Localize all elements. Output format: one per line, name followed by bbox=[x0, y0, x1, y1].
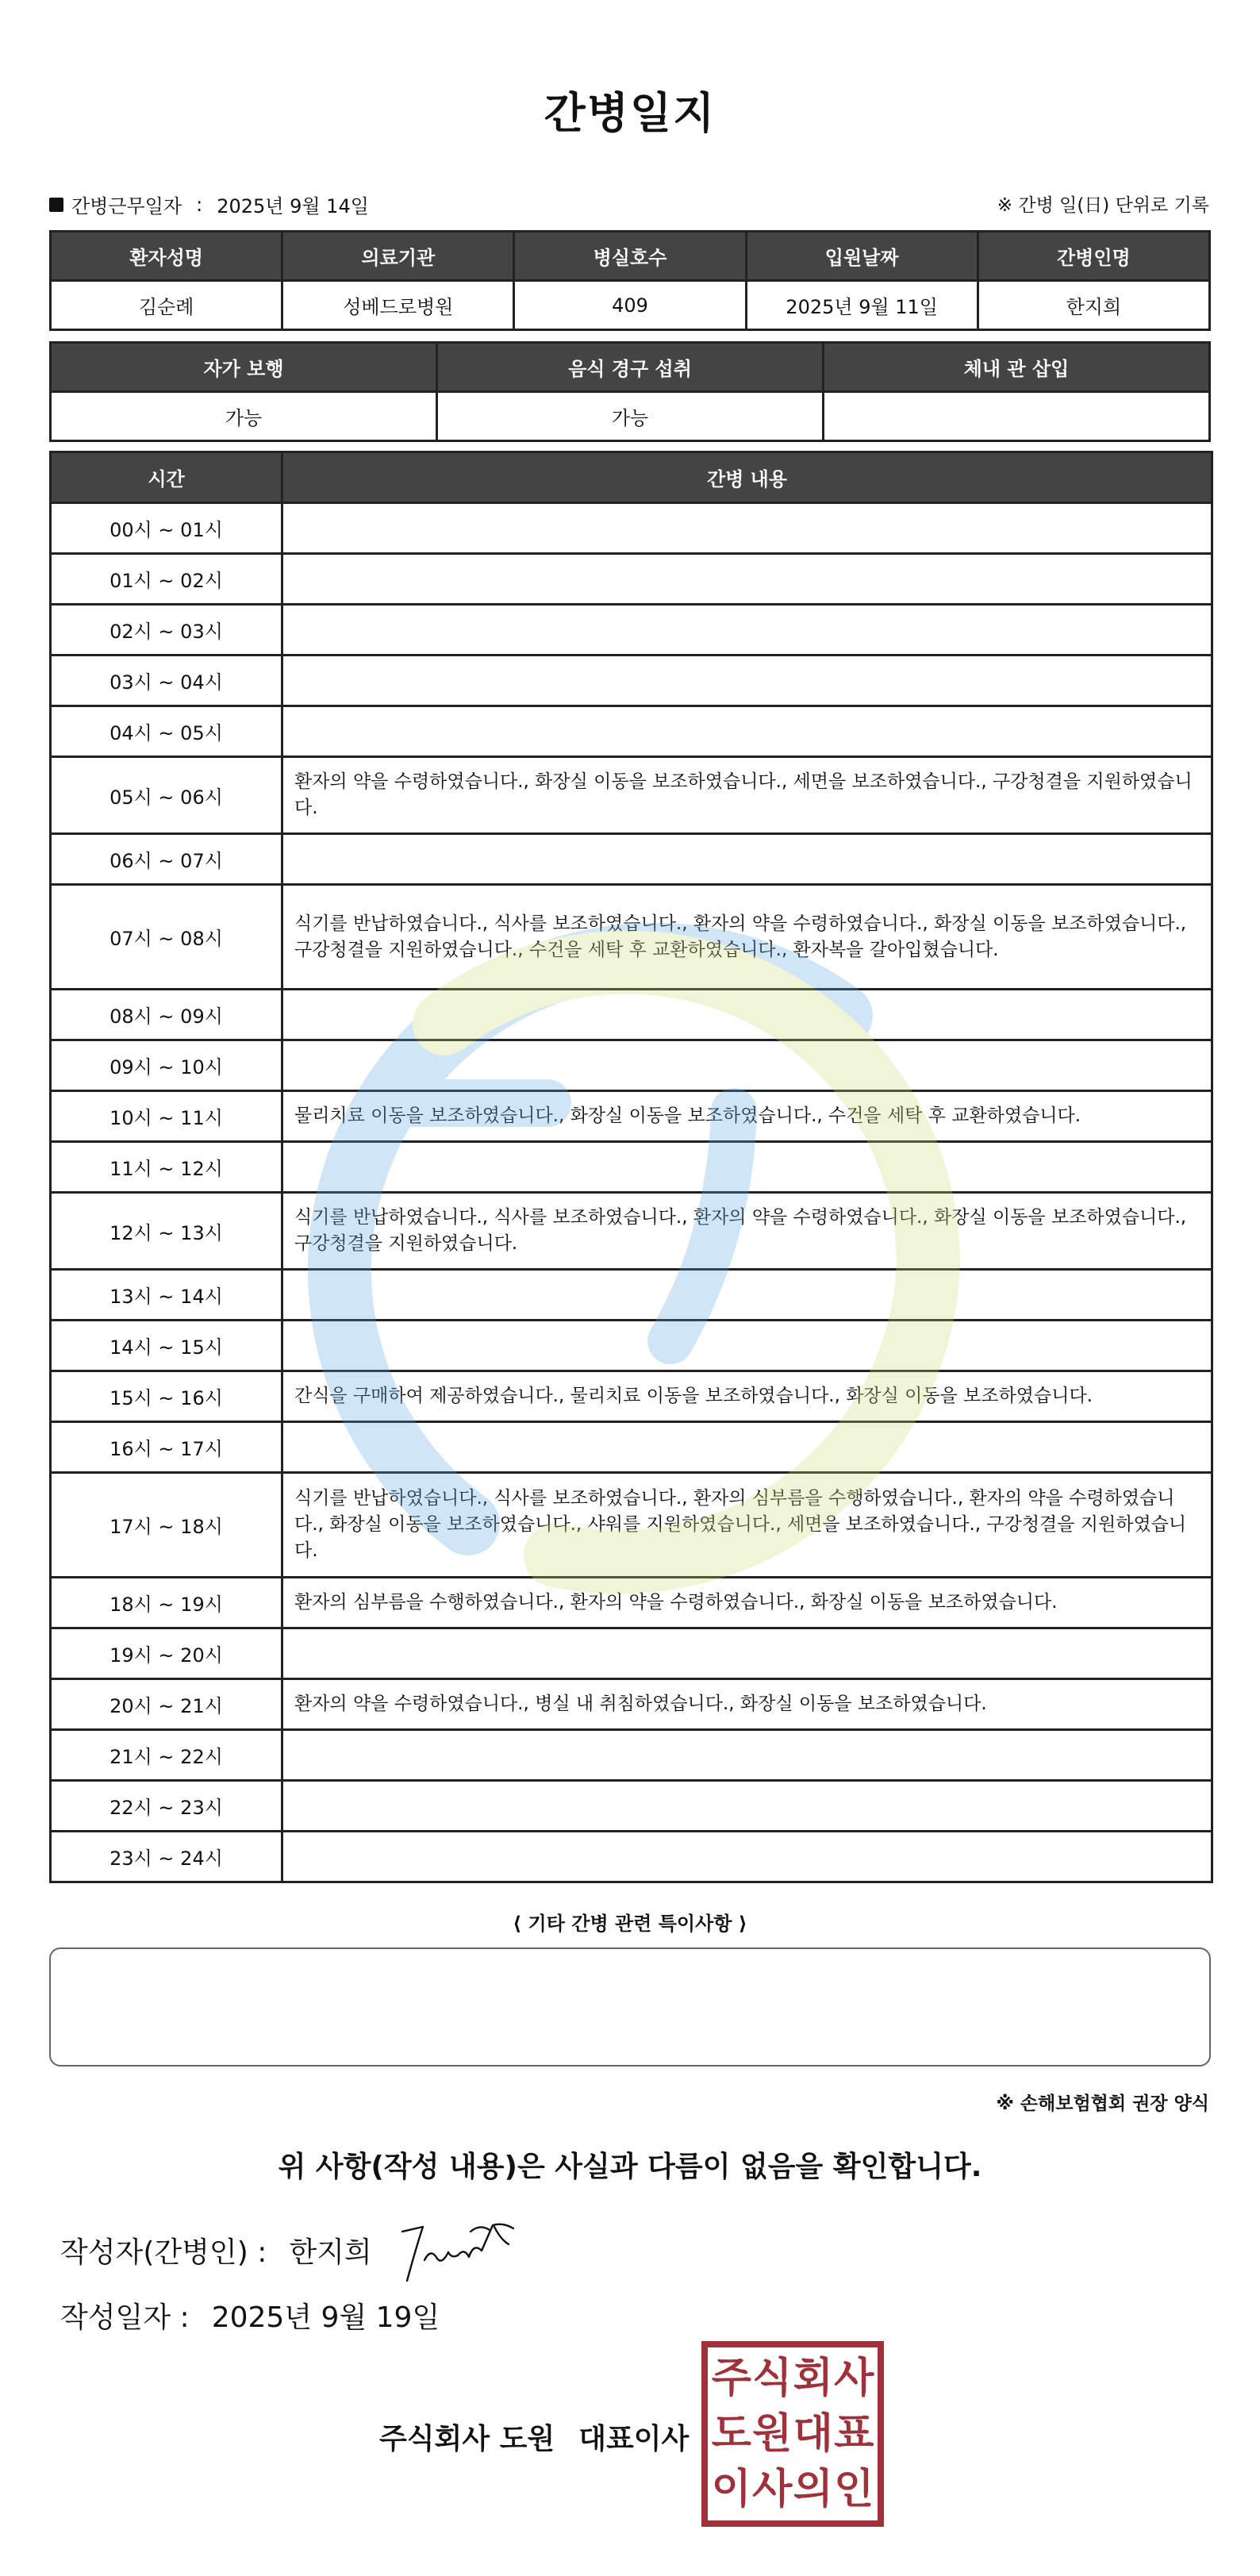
header-admission-date: 입원날짜 bbox=[746, 232, 978, 281]
patient-info-value-row bbox=[51, 281, 1210, 330]
table-row bbox=[51, 1628, 1212, 1679]
time-slot: 05시 ~ 06시 bbox=[51, 757, 282, 834]
caregiver-name-value: 한지희 bbox=[978, 281, 1209, 330]
table-row bbox=[51, 503, 1212, 554]
table-row bbox=[51, 1781, 1212, 1832]
hospital-value: 성베드로병원 bbox=[282, 281, 514, 330]
table-row bbox=[51, 1371, 1212, 1422]
care-content-cell bbox=[282, 834, 1212, 885]
table-row bbox=[51, 834, 1212, 885]
time-slot: 07시 ~ 08시 bbox=[51, 885, 282, 990]
time-slot: 01시 ~ 02시 bbox=[51, 554, 282, 605]
self-walking-value: 가능 bbox=[51, 392, 437, 441]
header-oral-intake: 음식 경구 섭취 bbox=[437, 343, 824, 392]
company-signature-line bbox=[379, 2416, 689, 2457]
patient-info-header-row bbox=[51, 232, 1210, 281]
written-date-row bbox=[60, 2295, 440, 2336]
record-unit-note: ※ 간병 일(日) 단위로 기록 bbox=[997, 195, 1209, 216]
header-hospital: 의료기관 bbox=[282, 232, 514, 281]
time-slot: 09시 ~ 10시 bbox=[51, 1040, 282, 1091]
care-content-cell bbox=[282, 503, 1212, 554]
care-content-cell: 환자의 약을 수령하였습니다., 병실 내 취침하였습니다., 화장실 이동을 보조하였습니다. bbox=[282, 1679, 1212, 1730]
care-content-cell bbox=[282, 1781, 1212, 1832]
table-row bbox=[51, 757, 1212, 834]
time-slot: 08시 ~ 09시 bbox=[51, 990, 282, 1040]
work-date-row bbox=[49, 190, 369, 218]
care-content-cell: 식기를 반납하였습니다., 식사를 보조하였습니다., 환자의 약을 수령하였습니다., 화장실 이동을 보조하였습니다., 구강청결을 지원하였습니다., 수건을 세탁 후 교환하였습니다., 환자복을 갈아입혔습니다. bbox=[282, 885, 1212, 990]
table-row bbox=[51, 605, 1212, 656]
table-row bbox=[51, 1473, 1212, 1578]
care-content-cell bbox=[282, 1270, 1212, 1321]
care-content-cell: 식기를 반납하였습니다., 식사를 보조하였습니다., 환자의 심부름을 수행하였습니다., 환자의 약을 수령하였습니다., 화장실 이동을 보조하였습니다., 샤워를 지원하였습니다., 세면을 보조하였습니다., 구강청결을 지원하였습니다. bbox=[282, 1473, 1212, 1578]
table-row bbox=[51, 1578, 1212, 1628]
table-row bbox=[51, 1679, 1212, 1730]
time-slot: 03시 ~ 04시 bbox=[51, 656, 282, 706]
time-slot: 22시 ~ 23시 bbox=[51, 1781, 282, 1832]
care-log-body bbox=[51, 503, 1212, 1882]
time-slot: 18시 ~ 19시 bbox=[51, 1578, 282, 1628]
care-content-cell bbox=[282, 1832, 1212, 1882]
care-content-cell bbox=[282, 990, 1212, 1040]
table-row bbox=[51, 1321, 1212, 1371]
seal-character: 사 bbox=[752, 2466, 793, 2513]
oral-intake-value: 가능 bbox=[437, 392, 824, 441]
patient-status-value-row bbox=[51, 392, 1210, 441]
patient-info-table bbox=[49, 230, 1211, 331]
time-slot: 04시 ~ 05시 bbox=[51, 706, 282, 757]
time-slot: 15시 ~ 16시 bbox=[51, 1371, 282, 1422]
care-content-cell bbox=[282, 554, 1212, 605]
patient-name-value: 김순례 bbox=[51, 281, 282, 330]
table-row bbox=[51, 1142, 1212, 1193]
work-date-value: 2025년 9월 14일 bbox=[217, 195, 369, 217]
admission-date-value: 2025년 9월 11일 bbox=[746, 281, 978, 330]
time-slot: 14시 ~ 15시 bbox=[51, 1321, 282, 1371]
work-date-separator: : bbox=[196, 193, 203, 216]
seal-character: 도 bbox=[711, 2410, 751, 2458]
written-date-value: 2025년 9월 19일 bbox=[211, 2301, 440, 2334]
table-row bbox=[51, 1091, 1212, 1142]
writer-row bbox=[60, 2230, 372, 2270]
writer-name: 한지희 bbox=[289, 2236, 372, 2269]
remarks-title: ⟨ 기타 간병 관련 특이사항 ⟩ bbox=[513, 1913, 747, 1935]
seal-character: 인 bbox=[834, 2466, 874, 2513]
patient-status-table bbox=[49, 341, 1211, 442]
seal-character: 회 bbox=[793, 2355, 833, 2402]
table-row bbox=[51, 554, 1212, 605]
written-date-label: 작성일자 : bbox=[60, 2301, 190, 2334]
care-content-cell bbox=[282, 1730, 1212, 1781]
care-content-cell: 물리치료 이동을 보조하였습니다., 화장실 이동을 보조하였습니다., 수건을 세탁 후 교환하였습니다. bbox=[282, 1091, 1212, 1142]
tube-insertion-value bbox=[824, 392, 1210, 441]
care-content-cell: 환자의 약을 수령하였습니다., 화장실 이동을 보조하였습니다., 세면을 보조하였습니다., 구강청결을 지원하였습니다. bbox=[282, 757, 1212, 834]
seal-character: 이 bbox=[711, 2466, 751, 2513]
company-seal-stamp bbox=[701, 2341, 884, 2527]
care-content-cell: 간식을 구매하여 제공하였습니다., 물리치료 이동을 보조하였습니다., 화장실 이동을 보조하였습니다. bbox=[282, 1371, 1212, 1422]
time-slot: 17시 ~ 18시 bbox=[51, 1473, 282, 1578]
table-row bbox=[51, 1040, 1212, 1091]
table-row bbox=[51, 656, 1212, 706]
header-room-number: 병실호수 bbox=[514, 232, 746, 281]
room-number-value: 409 bbox=[514, 281, 746, 330]
care-content-cell: 식기를 반납하였습니다., 식사를 보조하였습니다., 환자의 약을 수령하였습니다., 화장실 이동을 보조하였습니다., 구강청결을 지원하였습니다. bbox=[282, 1193, 1212, 1270]
time-slot: 10시 ~ 11시 bbox=[51, 1091, 282, 1142]
seal-character: 대 bbox=[793, 2410, 833, 2458]
company-name: 주식회사 도원 bbox=[379, 2423, 555, 2455]
header-self-walking: 자가 보행 bbox=[51, 343, 437, 392]
care-content-cell bbox=[282, 1628, 1212, 1679]
document-title: 간병일지 bbox=[544, 88, 716, 138]
care-content-cell bbox=[282, 1142, 1212, 1193]
confirmation-statement: 위 사항(작성 내용)은 사실과 다름이 없음을 확인합니다. bbox=[278, 2151, 982, 2183]
time-slot: 16시 ~ 17시 bbox=[51, 1422, 282, 1473]
header-patient-name: 환자성명 bbox=[51, 232, 282, 281]
bullet-square-icon bbox=[49, 198, 63, 212]
header-caregiver-name: 간병인명 bbox=[978, 232, 1209, 281]
header-time: 시간 bbox=[51, 452, 282, 503]
table-row bbox=[51, 1270, 1212, 1321]
writer-label: 작성자(간병인) : bbox=[60, 2236, 267, 2269]
table-row bbox=[51, 1193, 1212, 1270]
care-log-table bbox=[49, 451, 1213, 1883]
table-row bbox=[51, 1422, 1212, 1473]
time-slot: 21시 ~ 22시 bbox=[51, 1730, 282, 1781]
care-content-cell bbox=[282, 656, 1212, 706]
time-slot: 20시 ~ 21시 bbox=[51, 1679, 282, 1730]
care-content-cell bbox=[282, 1422, 1212, 1473]
time-slot: 06시 ~ 07시 bbox=[51, 834, 282, 885]
time-slot: 02시 ~ 03시 bbox=[51, 605, 282, 656]
time-slot: 12시 ~ 13시 bbox=[51, 1193, 282, 1270]
care-content-cell bbox=[282, 1040, 1212, 1091]
handwritten-signature bbox=[393, 2208, 528, 2287]
form-source-note: ※ 손해보험협회 권장 양식 bbox=[996, 2093, 1209, 2114]
header-care-content: 간병 내용 bbox=[282, 452, 1212, 503]
seal-character: 주 bbox=[711, 2355, 751, 2402]
remarks-box bbox=[49, 1947, 1211, 2067]
care-content-cell bbox=[282, 605, 1212, 656]
seal-character: 원 bbox=[752, 2410, 793, 2458]
seal-character: 의 bbox=[793, 2466, 833, 2513]
seal-character: 사 bbox=[834, 2355, 874, 2402]
care-content-cell bbox=[282, 1321, 1212, 1371]
table-row bbox=[51, 706, 1212, 757]
table-row bbox=[51, 990, 1212, 1040]
care-content-cell bbox=[282, 706, 1212, 757]
seal-character: 식 bbox=[752, 2355, 793, 2402]
work-date-label: 간병근무일자 bbox=[71, 195, 182, 217]
seal-character: 표 bbox=[834, 2410, 874, 2458]
care-log-header-row bbox=[51, 452, 1212, 503]
time-slot: 11시 ~ 12시 bbox=[51, 1142, 282, 1193]
table-row bbox=[51, 1730, 1212, 1781]
table-row bbox=[51, 885, 1212, 990]
header-tube-insertion: 체내 관 삽입 bbox=[824, 343, 1210, 392]
time-slot: 00시 ~ 01시 bbox=[51, 503, 282, 554]
company-title: 대표이사 bbox=[578, 2423, 690, 2455]
time-slot: 23시 ~ 24시 bbox=[51, 1832, 282, 1882]
table-row bbox=[51, 1832, 1212, 1882]
care-content-cell: 환자의 심부름을 수행하였습니다., 환자의 약을 수령하였습니다., 화장실 이동을 보조하였습니다. bbox=[282, 1578, 1212, 1628]
time-slot: 19시 ~ 20시 bbox=[51, 1628, 282, 1679]
patient-status-header-row bbox=[51, 343, 1210, 392]
time-slot: 13시 ~ 14시 bbox=[51, 1270, 282, 1321]
